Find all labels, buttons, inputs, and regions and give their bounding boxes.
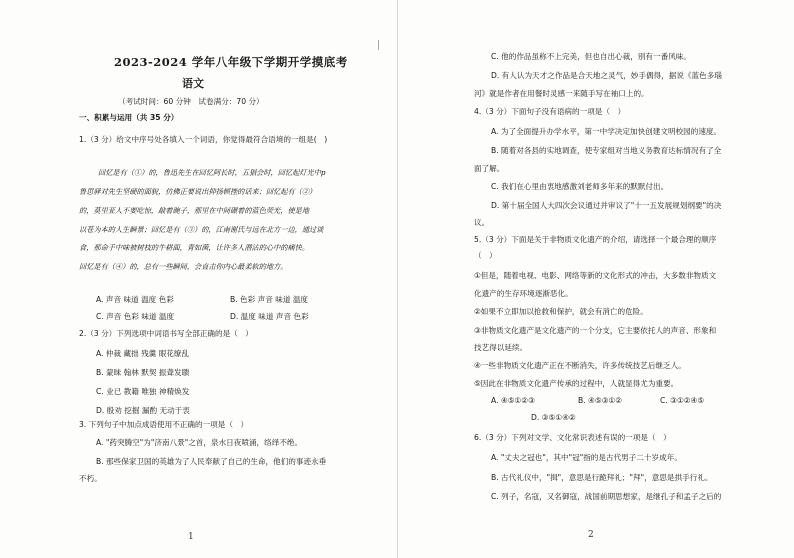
question-1-stem: 1.（3 分）给文中序号处各填入一个词语，你觉得最符合语境的一组是( ) <box>79 135 328 144</box>
q4-option-a: A. 为了全面提升办学水平，第一中学决定加快创建文明校园的速度。 <box>491 127 722 136</box>
exam-title: 2023-2024 学年八年级下学期开学摸底考 <box>114 55 348 69</box>
q4-option-c: C. 我们在心里由衷地感激刘老师多年来的默默付出。 <box>491 182 669 191</box>
q2-option-c: C. 业已 教籍 唯独 神精焕发 <box>96 387 190 396</box>
q3-option-d-line-2: 河》就是作者在用餐时灵感一来随手写在袖口上的。 <box>474 89 649 98</box>
passage-line-1: 回忆是有（①）的，鲁迅先生在回忆阿长时，五猖会时，回忆起灯光中p <box>98 168 326 177</box>
passage-line-2: 鲁思驿对先生坚硬的面貌，仿佛正要说出抑扬顿挫的话来；回忆起有（②） <box>79 187 317 196</box>
page-mark-right: 2 <box>588 530 594 540</box>
q5-sentence-1a: ①但是，随着电视、电影、网络等新的文化形式的冲击，大多数非物质文 <box>474 271 717 280</box>
q5-option-a: A. ④⑤①②③ <box>491 396 535 405</box>
question-5-stem-line-1: 5.（3 分）下面是关于非物质文化遗产的介绍，请选择一个最合理的顺序 <box>474 235 717 244</box>
question-3-stem: 3. 下列句子中加点成语使用不正确的一项是（ ） <box>79 420 249 429</box>
q3-option-a: A. "药突腾空"为"济南八景"之首，泉水日夜喷涌，络绎不绝。 <box>96 438 303 447</box>
q6-option-c: C. 列子，名寇，又名御寇，战国前期思想家，是继孔子和孟子之后的 <box>491 492 722 501</box>
q6-option-b: B. 古代礼仪中，"揖"，意思是行跪拜礼；"拜"，意思是拱手行礼。 <box>491 473 713 482</box>
q2-option-d: D. 殷劝 挖掘 漏酌 无动于衷 <box>96 406 190 415</box>
q1-option-d: D. 温度 味道 声音 色彩 <box>230 312 309 321</box>
q2-option-a: A. 仲裁 藏拙 残羹 眼花缭乱 <box>96 349 190 358</box>
q5-sentence-4: ④一些非物质文化遗产正在不断消失，许多传统技艺后继乏人。 <box>474 361 686 370</box>
q1-option-b: B. 色彩 声音 味道 温度 <box>230 295 309 304</box>
q4-option-d-line-1: D. 第十届全国人大四次会议通过并审议了"十一五发展规划纲要"的决 <box>491 201 722 210</box>
q5-sentence-3b: 技艺得以延续。 <box>474 343 528 352</box>
q4-option-b-line-2: 面了解。 <box>474 164 505 173</box>
subject-title: 语文 <box>182 77 204 90</box>
passage-line-4: 以苍为本的人生瞬景；回忆是有（③）的，江南谢氏与远在北方一边，通过谈 <box>79 225 324 234</box>
question-5-stem-line-2: （ ） <box>474 251 497 260</box>
question-6-stem: 6.（3 分）下列对文学、文化常识表述有误的一项是（ ） <box>474 433 671 442</box>
q4-option-d-line-2: 议。 <box>474 218 490 227</box>
q3-option-b-line-1: B. 那些保家卫国的英雄为了人民奉献了自己的生命，他们的事迹永垂 <box>96 457 327 466</box>
scan-mark <box>378 40 379 50</box>
q3-option-d-line-1: D. 有人认为天才之作品是合天地之灵气，妙手偶得，据说《蓝色多瑙 <box>491 71 722 80</box>
question-4-stem: 4.（3 分）下面句子没有语病的一项是（ ） <box>474 107 626 116</box>
q5-option-c: C. ③①②④⑤ <box>660 396 705 405</box>
q4-option-b-line-1: B. 随着对各县的实地调查，使专家组对当地义务教育达标情况有了全 <box>491 146 722 155</box>
right-page <box>397 0 794 558</box>
section-heading: 一、积累与运用（共 35 分） <box>79 113 179 122</box>
q5-option-d: D. ③⑤①④② <box>531 413 576 422</box>
q5-sentence-2: ②如果不立即加以抢救和保护，就会有消亡的危险。 <box>474 307 648 316</box>
exam-info: （考试时间：60 分钟 试卷满分：70 分） <box>118 97 264 106</box>
q1-option-c: C. 声音 色彩 味道 温度 <box>96 312 175 321</box>
q3-option-b-line-2: 不朽。 <box>79 474 102 483</box>
q6-option-a: A. "丈夫之冠也"，其中"冠"指的是古代男子二十岁成年。 <box>491 453 682 462</box>
q3-option-c: C. 他的作品虽称不上完美，但也自出心裁，别有一番风味。 <box>491 52 691 61</box>
q5-sentence-3a: ③非物质文化遗产是文化遗产的一个分支，它主要依托人的声音、形象和 <box>474 326 717 335</box>
q5-sentence-1b: 化遗产的生存环境逐渐恶化。 <box>474 289 573 298</box>
passage-line-3: 的，莫里亚人不要吃惊，敲着碗子，那里在中间碾着的蓝色荧光，使是地 <box>79 206 310 215</box>
passage-line-6: 回忆是有（④）的，总有一些瞬间，会直击你内心最柔软的地方。 <box>79 262 288 271</box>
question-2-stem: 2.（3 分）下列选项中词语书写全部正确的是（ ） <box>79 329 253 338</box>
q2-option-b: B. 蒙昧 翰林 默契 振聋发聩 <box>96 368 190 377</box>
page-mark-left: 1 <box>188 532 194 542</box>
q5-sentence-5: ⑤因此在非物质文化遗产传承的过程中，人就显得尤为重要。 <box>474 379 679 388</box>
q5-option-b: B. ④⑤③①② <box>578 396 623 405</box>
passage-line-5: 食，那命手中味被树枝的牛耕面，青如菌，让许多人潜沾的心中的痛快。 <box>79 243 310 252</box>
q1-option-a: A. 声音 味道 温度 色彩 <box>96 295 174 304</box>
